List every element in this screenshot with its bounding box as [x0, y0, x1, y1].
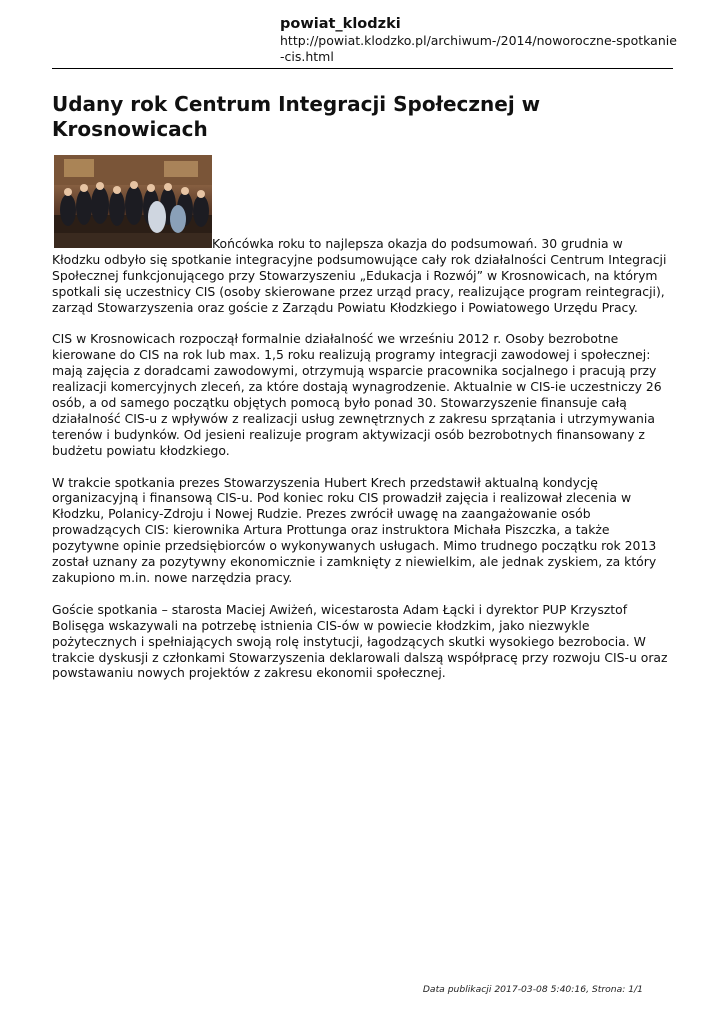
article-paragraph: CIS w Krosnowicach rozpoczął formalnie działalność we wrześniu 2012 r. Osoby bezrobotne kierowane do CIS na rok lub max. 1,5 roku realizują programy integracji zawodowej i społecznej: mają zajęcia z doradcami zawodowymi, otrzymują wsparcie pracownika socjalnego i pracują przy realizacji komercyjnych zleceń, za które dostają wynagrodzenie. Aktualnie w CIS-ie uczestniczy 26 osób, a od samego początku objętych pomocą było ponad 30. Stowarzyszenie finansuje całą działalność CIS-u z wpływów z realizacji usług zewnętrznych z zakresu sprzątania i utrzymywania terenów i budynków. Od jesieni realizuje program aktywizacji osób bezrobotnych finansowany z budżetu powiatu kłodzkiego.: [52, 331, 662, 458]
group-photo: [54, 155, 212, 248]
site-name: powiat_klodzki: [280, 16, 401, 32]
group-photo-drawing: [54, 155, 212, 248]
article-paragraph: [52, 155, 673, 316]
article-paragraph: Goście spotkania – starosta Maciej Awiżeń, wicestarosta Adam Łącki i dyrektor PUP Krzysztof Bolisęga wskazywali na potrzebę istnienia CIS-ów w powiecie kłodzkim, jako niezwykle pożytecznych i spełniających swoją rolę instytucji, łagodzących skutki wysokiego bezrobocia. W trakcie dyskusji z członkami Stowarzyszenia deklarowali dalszą współpracę przy rozwoju CIS-u oraz powstawaniu nowych projektów z zakresu ekonomii społecznej.: [52, 601, 668, 681]
publication-footer: Data publikacji 2017-03-08 5:40:16, Strona: 1/1: [422, 984, 643, 995]
header-divider: [52, 68, 673, 69]
article-title: Udany rok Centrum Integracji Społecznej w Krosnowicach: [52, 92, 541, 141]
paragraph-text: Końcówka roku to najlepsza okazja do podsumowań. 30 grudnia w Kłodzku odbyło się spotkanie integracyjne podsumowujące cały rok działalności Centrum Integracji Społecznej funkcjonującego przy Stowarzyszeniu „Edukacja i Rozwój” w Krosnowicach, na którym spotkali się uczestnicy CIS (osoby skierowane przez urząd pracy, realizujące program reintegracji), zarząd Stowarzyszenia oraz goście z Zarządu Powiatu Kłodzkiego i Powiatowego Urzędu Pracy.: [52, 236, 667, 315]
article-paragraph: W trakcie spotkania prezes Stowarzyszenia Hubert Krech przedstawił aktualną kondycję organizacyjną i finansową CIS-u. Pod koniec roku CIS prowadził zajęcia i realizował zlecenia w Kłodzku, Polanicy-Zdroju i Nowej Rudzie. Prezes zwrócił uwagę na zaangażowanie osób prowadzących CIS: kierownika Artura Prottunga oraz instruktora Michała Piszczka, a także pozytywne opinie przedsiębiorców o wykonywanych usługach. Mimo trudnego początku rok 2013 został uznany za pozytywny ekonomicznie i zamknięty z niewielkim, ale jednak zyskiem, za który zakupiono m.in. nowe narzędzia pracy.: [52, 474, 657, 585]
source-url[interactable]: http://powiat.klodzko.pl/archiwum-/2014/noworoczne-spotkanie-cis.html: [280, 33, 677, 64]
article-body: [52, 155, 673, 697]
page-header: [280, 15, 680, 65]
